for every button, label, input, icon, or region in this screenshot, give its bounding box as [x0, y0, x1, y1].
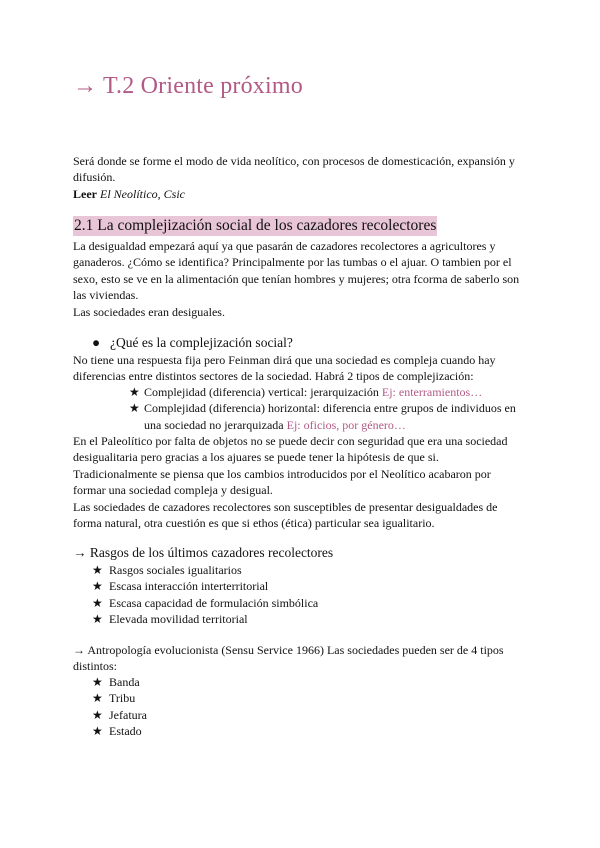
paragraph-text: Las sociedades de cazadores recolectores son susceptibles de presentar desigualdades de forma natural, otra cuestión es que si ethos (ética) particular sea igualitario.: [73, 499, 498, 531]
star-icon: ★: [92, 579, 103, 594]
paragraph-text: Las sociedades eran desiguales.: [73, 304, 225, 319]
complexity-types-list: [129, 384, 524, 433]
list-item-text: Escasa interacción interterritorial: [109, 579, 269, 594]
paragraph-inequality: [73, 238, 521, 320]
star-icon: ★: [92, 675, 103, 689]
read-reference: El Neolítico, Csic: [99, 186, 185, 201]
list-item-text: Complejidad (diferencia) vertical: jerarquización: [144, 385, 382, 399]
star-icon: ★: [92, 724, 103, 739]
intro-paragraph: [73, 153, 521, 202]
list-item-text: Tribu: [109, 691, 136, 706]
list-item: [92, 562, 512, 578]
star-icon: ★: [92, 595, 103, 610]
paragraph-anthropology: → Antropología evolucionista (Sensu Service 1966) Las sociedades pueden ser de 4 tipos distintos:: [73, 643, 504, 674]
list-item: [129, 400, 524, 433]
list-item-text: Escasa capacidad de formulación simbólica: [109, 595, 319, 610]
star-icon: ★: [92, 563, 103, 577]
star-icon: ★: [129, 401, 140, 416]
read-label: Leer: [73, 186, 97, 201]
star-icon: ★: [92, 707, 103, 722]
list-item-text: Jefatura: [109, 707, 147, 722]
question-bullet: [92, 334, 293, 352]
list-item: [92, 578, 512, 594]
paragraph-paleolithic: [73, 433, 521, 531]
star-icon: ★: [92, 691, 103, 706]
intro-text: Será donde se forme el modo de vida neolítico, con procesos de domesticación, expansión y difusión.: [73, 154, 515, 185]
list-item-text: Rasgos sociales igualitarios: [109, 563, 242, 577]
list-item: [92, 674, 512, 690]
example-text: Ej: oficios, por género…: [286, 417, 406, 432]
bullet-dot-icon: ●: [92, 335, 101, 350]
example-text: Ej: enterramientos…: [381, 385, 483, 399]
traits-list: [92, 562, 512, 628]
list-item-text: Banda: [109, 675, 140, 689]
list-item: [129, 384, 524, 400]
list-item-text: Estado: [109, 724, 142, 739]
list-item: [92, 611, 512, 627]
section-heading-traits: → Rasgos de los últimos cazadores recolectores: [73, 545, 334, 560]
list-item-text: Complejidad (diferencia) horizontal: diferencia entre grupos de individuos en una sociedad no jerarquizada: [144, 401, 516, 432]
question-text: ¿Qué es la complejización social?: [110, 335, 293, 350]
paragraph-text: Tradicionalmente se piensa que los cambios introducidos por el Neolítico acabaron por formar una sociedad compleja y desigual.: [73, 466, 491, 498]
section-heading-2-1: 2.1 La complejización social de los cazadores recolectores: [74, 217, 437, 234]
page-title: → T.2 Oriente próximo: [73, 73, 303, 99]
paragraph-feinman: No tiene una respuesta fija pero Feinman dirá que una sociedad es compleja cuando hay diferencias entre distintos sectores de la sociedad. Habrá 2 tipos de complejización:: [73, 353, 496, 384]
paragraph-text: La desigualdad empezará aquí ya que pasarán de cazadores recolectores a agricultores y ganaderos. ¿Cómo se identifica? Principalmente por las tumbas o el ajuar. O tambien por el sexo, esto se ve en la alimentación que tenían hombres y mujeres; otra fcorma de saberlo son las viviendas.: [73, 239, 520, 303]
list-item: [92, 595, 512, 611]
star-icon: ★: [92, 612, 103, 627]
list-item: [92, 723, 512, 739]
list-item-text: Elevada movilidad territorial: [109, 612, 248, 627]
list-item: [92, 707, 512, 723]
list-item: [92, 690, 512, 706]
paragraph-text: En el Paleolítico por falta de objetos no se puede decir con seguridad que era una sociedad desigualitaria pero gracias a los ajuares se puede tener la hipótesis de que si.: [73, 434, 508, 465]
society-types-list: [92, 674, 512, 740]
star-icon: ★: [129, 385, 140, 399]
